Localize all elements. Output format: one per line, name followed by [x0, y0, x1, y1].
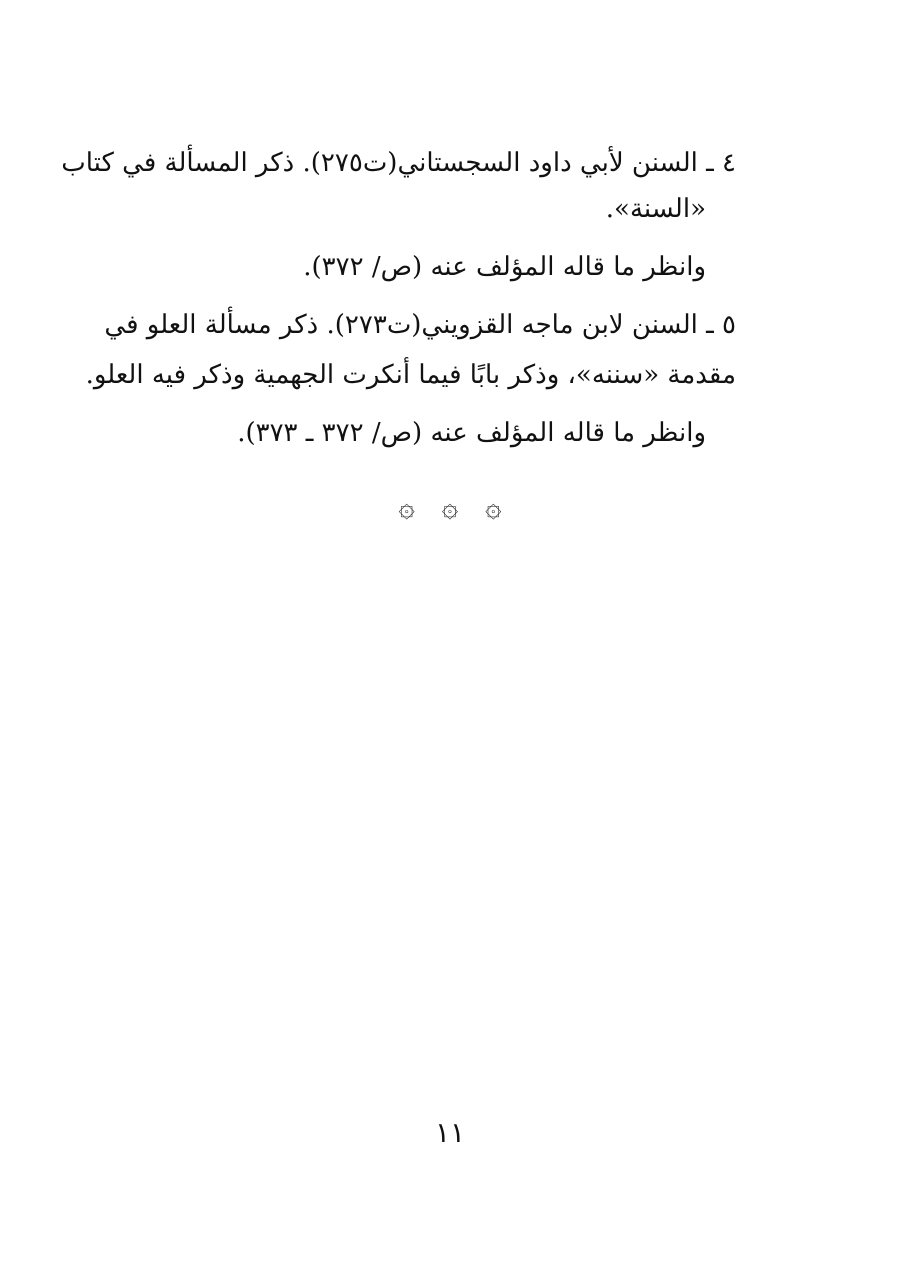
entry-5-line-2: مقدمة «سننه»، وذكر بابًا فيما أنكرت الجهمية وذكر فيه العلو. [85, 360, 736, 390]
ornament-star-icon: ۞ [485, 490, 502, 523]
page-number: ١١ [434, 1116, 466, 1149]
section-divider-ornaments [0, 490, 900, 523]
entry-5-line-1: ٥ ـ السنن لابن ماجه القزويني(ت٢٧٣). ذكر مسألة العلو في [104, 310, 736, 340]
entry-5-reference: وانظر ما قاله المؤلف عنه (ص/ ٣٧٢ ـ ٣٧٣). [237, 418, 706, 448]
entry-4-line-2: «السنة». [605, 194, 706, 224]
ornament-star-icon: ۞ [398, 490, 415, 523]
entry-4 [61, 140, 736, 290]
page-body [61, 140, 736, 456]
ornament-star-icon: ۞ [441, 490, 459, 523]
entry-4-line-1: ٤ ـ السنن لأبي داود السجستاني(ت٢٧٥). ذكر المسألة في كتاب [61, 148, 736, 178]
entry-5 [85, 302, 736, 456]
entry-4-reference: وانظر ما قاله المؤلف عنه (ص/ ٣٧٢). [303, 252, 706, 282]
